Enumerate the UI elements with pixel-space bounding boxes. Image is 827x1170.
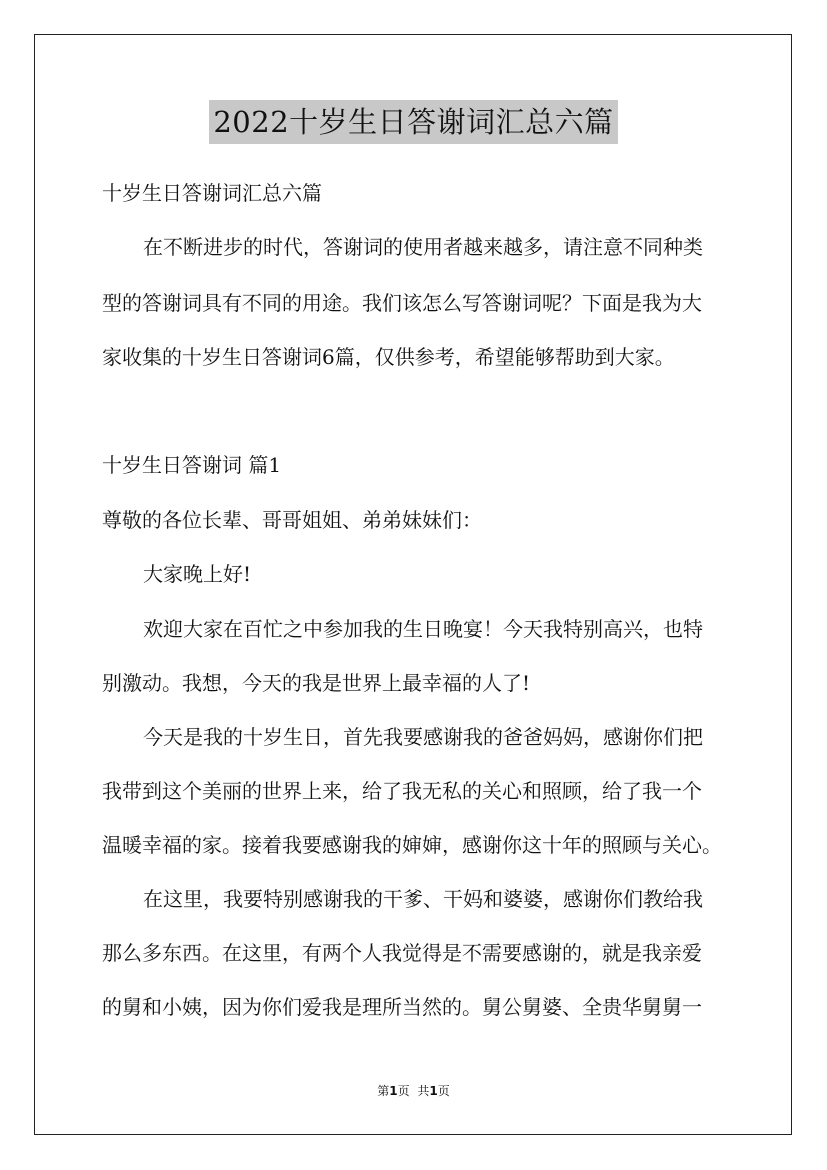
intro-line-3: 家收集的十岁生日答谢词6篇，仅供参考，希望能够帮助到大家。	[102, 345, 675, 369]
document-title-block	[0, 100, 827, 149]
body-line-3: 今天是我的十岁生日，首先我要感谢我的爸爸妈妈，感谢你们把	[143, 725, 703, 749]
body-line-2: 别激动。我想，今天的我是世界上最幸福的人了!	[102, 671, 531, 695]
footer-page-prefix: 第	[377, 1084, 390, 1098]
body-line-8: 的舅和小姨，因为你们爱我是理所当然的。舅公舅婆、全贵华舅舅一	[102, 995, 702, 1019]
footer-total-suffix: 页	[437, 1084, 450, 1098]
document-title: 2022十岁生日答谢词汇总六篇	[209, 100, 617, 144]
salutation: 尊敬的各位长辈、哥哥姐姐、弟弟妹妹们：	[102, 508, 482, 532]
footer-total-prefix: 共	[417, 1084, 430, 1098]
page-footer	[0, 1083, 827, 1099]
intro-line-1: 在不断进步的时代，答谢词的使用者越来越多，请注意不同种类	[143, 235, 703, 259]
document-subtitle: 十岁生日答谢词汇总六篇	[102, 181, 322, 205]
footer-page-number: 1	[389, 1084, 398, 1098]
body-line-4: 我带到这个美丽的世界上来，给了我无私的关心和照顾，给了我一个	[102, 779, 702, 803]
section-heading: 十岁生日答谢词 篇1	[102, 453, 282, 477]
intro-line-2: 型的答谢词具有不同的用途。我们该怎么写答谢词呢？下面是我为大	[102, 291, 702, 315]
greeting: 大家晚上好!	[143, 562, 252, 586]
body-line-6: 在这里，我要特别感谢我的干爹、干妈和婆婆，感谢你们教给我	[143, 887, 703, 911]
body-line-1: 欢迎大家在百忙之中参加我的生日晚宴！今天我特别高兴，也特	[143, 617, 703, 641]
body-line-7: 那么多东西。在这里，有两个人我觉得是不需要感谢的，就是我亲爱	[102, 941, 702, 965]
footer-total-number: 1	[429, 1084, 438, 1098]
body-line-5: 温暖幸福的家。接着我要感谢我的婶婶，感谢你这十年的照顾与关心。	[102, 833, 722, 857]
footer-page-suffix: 页	[397, 1084, 410, 1098]
